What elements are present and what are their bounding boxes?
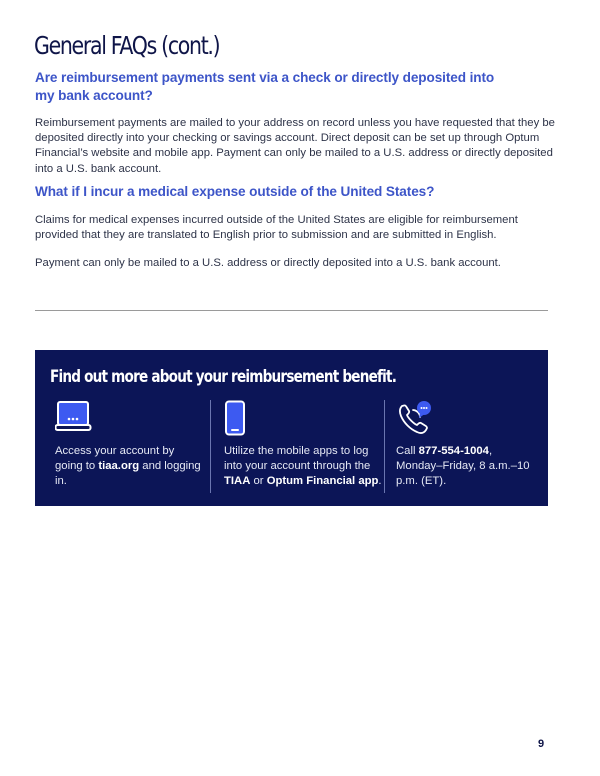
info-column-call: [396, 400, 536, 490]
info-column-mobile-text: Utilize the mobile apps to log into your account through the TIAA or Optum Financial app.: [224, 445, 382, 488]
tiaa-link[interactable]: tiaa.org: [98, 460, 140, 473]
info-column-call-text: Call 877-554-1004, Monday–Friday, 8 a.m.–10 p.m. (ET).: [396, 445, 530, 488]
info-column-mobile: [224, 400, 384, 490]
page-title: General FAQs (cont.): [34, 31, 220, 60]
faq-answer-check-or-deposit: Reimbursement payments are mailed to your address on record unless you have requested that they be deposited directly into your checking or savings account. Direct deposit can be set up through Optum Financial’s website and mobile app. Payment can only be mailed to a U.S. address or directly deposited into a U.S. bank account.: [35, 117, 555, 175]
column-divider: [210, 400, 211, 493]
phone-number-link[interactable]: 877-554-1004: [418, 445, 489, 457]
faq-answer-outside-us-payment: Payment can only be mailed to a U.S. address or directly deposited into a U.S. bank account.: [35, 257, 501, 269]
laptop-icon: [55, 400, 93, 436]
info-box-title: Find out more about your reimbursement benefit.: [50, 367, 397, 387]
faq-question-check-or-deposit: Are reimbursement payments sent via a check or directly deposited into my bank account?: [35, 70, 495, 103]
mobile-phone-icon: [224, 400, 246, 436]
faq-question-outside-us: What if I incur a medical expense outside of the United States?: [35, 184, 435, 199]
info-box: [35, 350, 548, 506]
column-divider: [384, 400, 385, 493]
page-number: 9: [538, 738, 545, 750]
info-column-account-text: Access your account by going to tiaa.org and logging in.: [55, 445, 201, 488]
section-divider: [35, 310, 548, 311]
phone-chat-icon: [396, 400, 432, 436]
info-column-account: [55, 400, 205, 490]
faq-answer-outside-us-claims: Claims for medical expenses incurred outside of the United States are eligible for reimbursement provided that they are translated to English prior to submission and are submitted in English.: [35, 214, 518, 242]
